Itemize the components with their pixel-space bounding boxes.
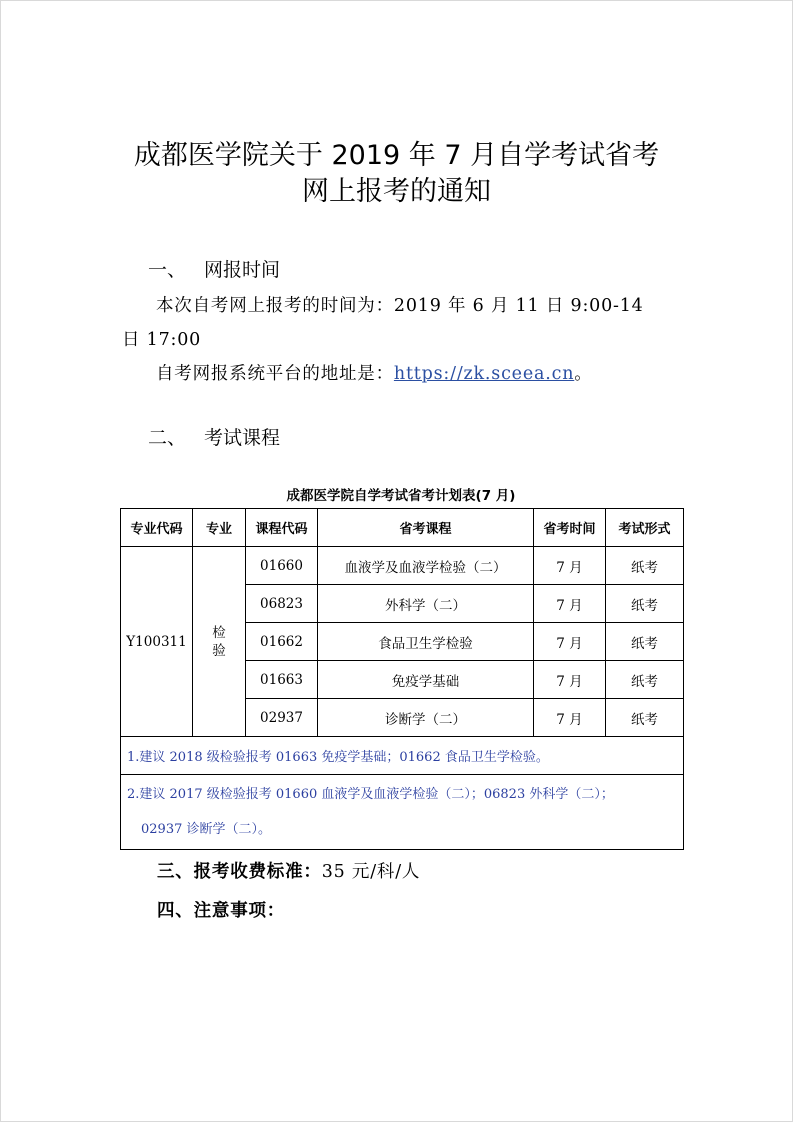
exam-form-cell: 纸考 [606,661,684,699]
exam-plan-table [120,508,684,850]
exam-form-cell: 纸考 [606,699,684,737]
section-1-number: 一、 [148,259,187,281]
course-code-cell: 01662 [246,623,318,661]
registration-time-line-1: 本次自考网上报考的时间为：2019 年 6 月 11 日 9:00-14 [156,296,644,316]
course-name-cell: 食品卫生学检验 [318,623,534,661]
table-row [121,547,684,585]
section-2-title: 考试课程 [204,427,281,449]
section-4-heading [157,894,697,928]
course-code-cell: 01660 [246,547,318,585]
course-name-cell: 外科学（二） [318,585,534,623]
table-title: 成都医学院自学考试省考计划表(7 月) [286,488,516,504]
course-code-cell: 06823 [246,585,318,623]
exam-form-cell: 纸考 [606,585,684,623]
table-note-2-line-2: 02937 诊断学（二）。 [141,822,271,837]
table-note-1: 1.建议 2018 级检验报考 01663 免疫学基础；01662 食品卫生学检验。 [121,737,684,775]
fee-label: 三、报考收费标准： [157,862,322,882]
section-1-heading [148,258,280,282]
major-code-cell: Y100311 [121,547,193,737]
course-code-cell: 01663 [246,661,318,699]
exam-time-cell: 7 月 [534,623,606,661]
exam-form-cell: 纸考 [606,623,684,661]
exam-form-cell: 纸考 [606,547,684,585]
exam-time-cell: 7 月 [534,547,606,585]
major-name-cell [193,547,246,737]
section-1-body [122,289,696,391]
registration-time-line-2: 日 17:00 [122,330,202,350]
table-header-row [121,509,684,547]
header-course: 省考课程 [318,509,534,547]
section-2-heading [148,426,280,450]
title-line-1: 成都医学院关于 2019 年 7 月自学考试省考 [133,140,660,171]
course-name-cell: 诊断学（二） [318,699,534,737]
header-major: 专业 [193,509,246,547]
fee-value: 35 元/科/人 [321,862,421,882]
address-suffix: 。 [574,364,593,384]
title-line-2: 网上报考的通知 [302,176,491,207]
exam-time-cell: 7 月 [534,585,606,623]
section-2-number: 二、 [148,427,187,449]
header-exam-time: 省考时间 [534,509,606,547]
registration-site-link[interactable]: https://zk.sceea.cn [393,364,575,384]
course-code-cell: 02937 [246,699,318,737]
table-note-row [121,775,684,850]
section-3-fee [157,855,697,889]
table-note-2 [121,775,684,850]
document-title [0,138,793,210]
exam-time-cell: 7 月 [534,699,606,737]
table-note-2-line-1: 2.建议 2017 级检验报考 01660 血液学及血液学检验（二）；06823 外科学（二）； [127,787,614,802]
course-name-cell: 血液学及血液学检验（二） [318,547,534,585]
exam-time-cell: 7 月 [534,661,606,699]
address-prefix: 自考网报系统平台的地址是： [156,364,394,384]
major-name: 检验 [212,624,226,659]
notes-label: 四、注意事项： [157,901,286,921]
section-1-title: 网报时间 [204,259,281,281]
table-note-row [121,737,684,775]
header-major-code: 专业代码 [121,509,193,547]
header-course-code: 课程代码 [246,509,318,547]
course-name-cell: 免疫学基础 [318,661,534,699]
header-exam-form: 考试形式 [606,509,684,547]
